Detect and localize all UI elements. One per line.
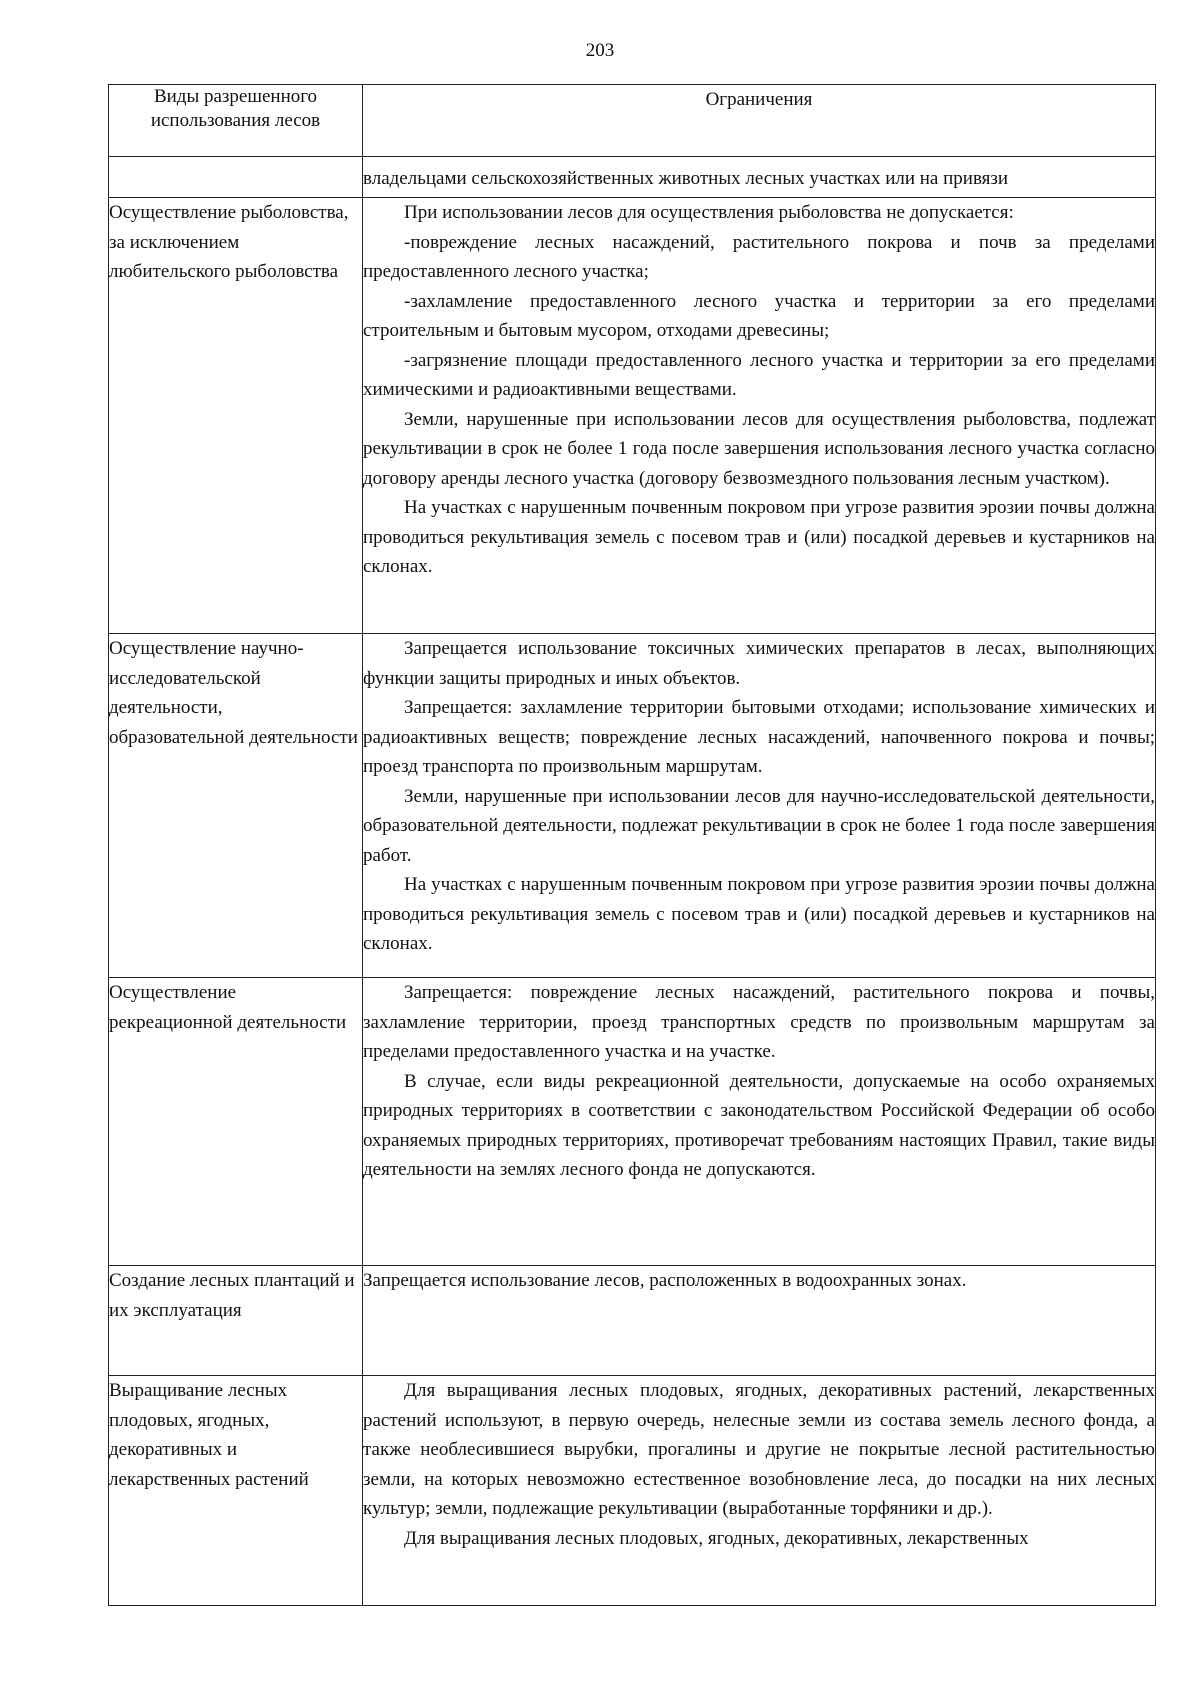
paragraph: Для выращивания лесных плодовых, ягодных, декоративных растений, лекарственных растений используют, в первую очередь, нелесные земли из состава земель лесного фонда, а также необлесившиеся вырубки, прогалины и другие не покрытые лесной растительностью земли, на которых невозможно естественное возобновление леса, до посадки на них лесных культур; земли, подлежащие рекультивации (выработанные торфяники и др.). [363, 1380, 1155, 1519]
paragraph: -повреждение лесных насаждений, растительного покрова и почв за пределами предоставленного лесного участка; [363, 231, 1155, 282]
paragraph: Земли, нарушенные при использовании лесов для научно-исследовательской деятельности, образовательной деятельности, подлежат рекультивации в срок не более 1 года после завершения работ. [363, 785, 1155, 866]
paragraph: Запрещается использование токсичных химических препаратов в лесах, выполняющих функции защиты природных и иных объектов. [363, 638, 1155, 689]
paragraph: -загрязнение площади предоставленного лесного участка и территории за его пределами химическими и радиоактивными веществами. [363, 349, 1155, 400]
paragraph: В случае, если виды рекреационной деятельности, допускаемые на особо охраняемых природных территориях в соответствии с законодательством Российской Федерации об особо охраняемых природных территориях, противоречат требованиям настоящих Правил, такие виды деятельности на землях лесного фонда не допускаются. [363, 1070, 1155, 1180]
restrictions-cell [363, 634, 1156, 978]
table-row [109, 1376, 1156, 1606]
continuation-empty-cell [109, 157, 363, 198]
paragraph: -захламление предоставленного лесного участка и территории за его пределами строительным и бытовым мусором, отходами древесины; [363, 290, 1155, 341]
paragraph: Запрещается: захламление территории бытовыми отходами; использование химических и радиоактивных веществ; повреждение лесных насаждений, напочвенного покрова и почвы; проезд транспорта по произвольным маршрутам. [363, 697, 1155, 777]
usage-type-cell: Осуществление научно-исследовательской деятельности, образовательной деятельности [109, 634, 363, 978]
usage-type-cell: Выращивание лесных плодовых, ягодных, декоративных и лекарственных растений [109, 1376, 363, 1606]
restrictions-cell [363, 198, 1156, 634]
paragraph: При использовании лесов для осуществления рыболовства не допускается: [404, 202, 1014, 223]
table-row [109, 978, 1156, 1266]
usage-type-cell: Осуществление рыболовства, за исключением любительского рыболовства [109, 198, 363, 634]
table-row [109, 198, 1156, 634]
page-number: 203 [585, 40, 615, 61]
paragraph: На участках с нарушенным почвенным покровом при угрозе развития эрозии почвы должна проводиться рекультивация земель с посевом трав и (или) посадкой деревьев и кустарников на склонах. [363, 874, 1155, 954]
paragraph: Для выращивания лесных плодовых, ягодных, декоративных, лекарственных [404, 1527, 1029, 1549]
header-restrictions: Ограничения [363, 85, 1156, 157]
table-header-row [109, 85, 1156, 157]
table-row-continuation [109, 157, 1156, 198]
table-row [109, 1266, 1156, 1376]
paragraph: Запрещается использование лесов, расположенных в водоохранных зонах. [363, 1270, 967, 1291]
restrictions-cell [363, 1376, 1156, 1606]
restrictions-table [108, 84, 1156, 1606]
usage-type-cell: Осуществление рекреационной деятельности [109, 978, 363, 1266]
usage-type-cell: Создание лесных плантаций и их эксплуатация [109, 1266, 363, 1376]
continuation-text: владельцами сельскохозяйственных животных лесных участках или на привязи [363, 168, 1009, 189]
paragraph: Земли, нарушенные при использовании лесов для осуществления рыболовства, подлежат рекультивации в срок не более 1 года после завершения использования лесного участка согласно договору аренды лесного участка (договору безвозмездного пользования лесным участком). [363, 408, 1155, 489]
table-row [109, 634, 1156, 978]
continuation-cell [363, 157, 1156, 198]
header-usage-types: Виды разрешенного использования лесов [109, 85, 363, 157]
paragraph: На участках с нарушенным почвенным покровом при угрозе развития эрозии почвы должна проводиться рекультивация земель с посевом трав и (или) посадкой деревьев и кустарников на склонах. [363, 497, 1155, 577]
paragraph: Запрещается: повреждение лесных насаждений, растительного покрова и почвы, захламление территории, проезд транспортных средств по произвольным маршрутам за пределами предоставленного участка и на участке. [363, 982, 1155, 1062]
restrictions-cell [363, 978, 1156, 1266]
restrictions-cell [363, 1266, 1156, 1376]
